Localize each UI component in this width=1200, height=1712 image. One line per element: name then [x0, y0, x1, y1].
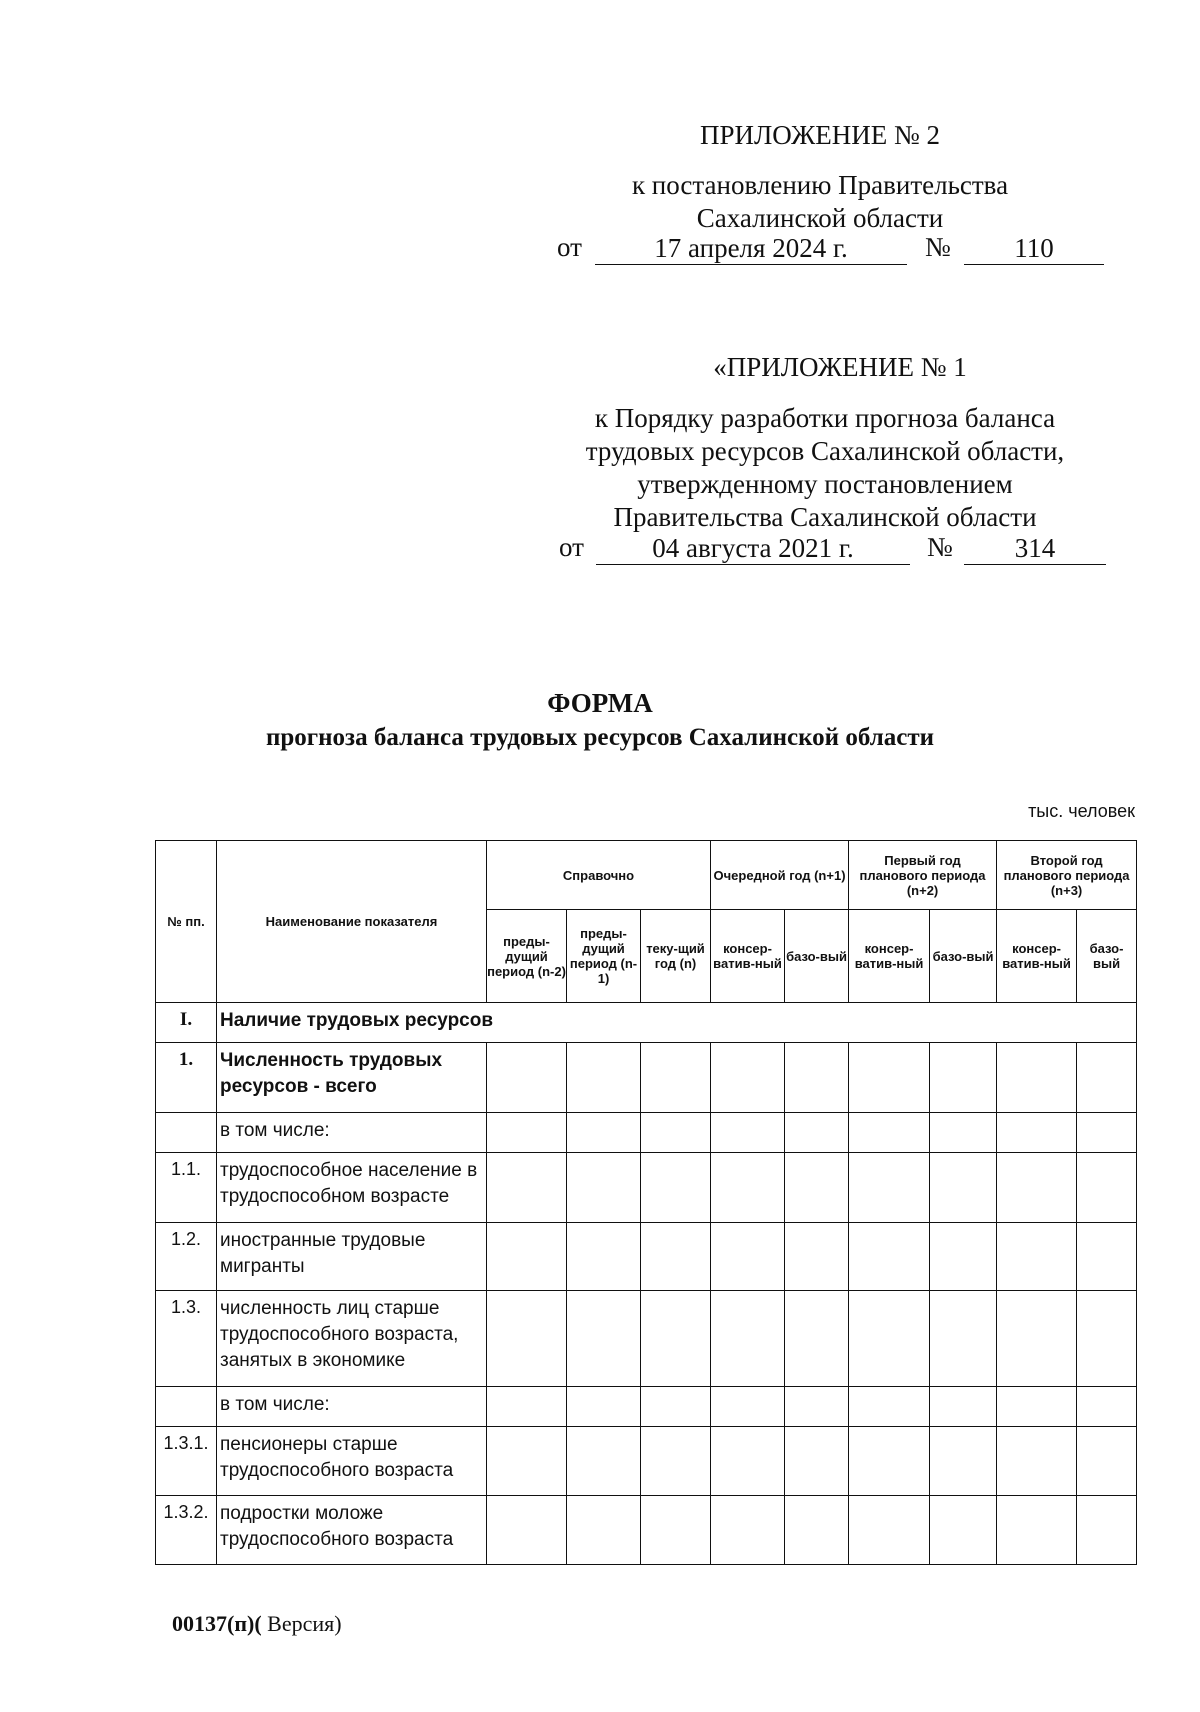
value-cell[interactable] [567, 1153, 641, 1223]
header-row-1 [156, 841, 1137, 910]
form-title: ФОРМА [547, 688, 653, 718]
header-next-year: Очередной год (n+1) [711, 841, 849, 910]
header-prev1: преды-дущий период (n-1) [567, 910, 641, 1003]
value-cell[interactable] [930, 1387, 997, 1427]
ot-label: от [559, 532, 584, 562]
row-num: 1.2. [156, 1223, 217, 1291]
number-label: № [927, 532, 953, 562]
value-cell[interactable] [567, 1113, 641, 1153]
table-row [156, 1291, 1137, 1387]
header-current: теку-щий год (n) [641, 910, 711, 1003]
header-base-2: базо-вый [930, 910, 997, 1003]
value-cell[interactable] [849, 1496, 930, 1565]
value-cell[interactable] [487, 1043, 567, 1113]
value-cell[interactable] [711, 1153, 785, 1223]
table-row [156, 1113, 1137, 1153]
value-cell[interactable] [849, 1223, 930, 1291]
value-cell[interactable] [849, 1153, 930, 1223]
value-cell[interactable] [641, 1153, 711, 1223]
row-name: численность лиц старше трудоспособного возраста, занятых в экономике [217, 1291, 487, 1387]
table-row [156, 1387, 1137, 1427]
row-name: в том числе: [217, 1113, 487, 1153]
header-conservative-3: консер-ватив-ный [997, 910, 1077, 1003]
value-cell[interactable] [930, 1291, 997, 1387]
value-cell[interactable] [567, 1223, 641, 1291]
value-cell[interactable] [711, 1387, 785, 1427]
row-name: подростки моложе трудоспособного возраста [217, 1496, 487, 1565]
appendix2-line2: Сахалинской области [696, 203, 944, 233]
value-cell[interactable] [641, 1113, 711, 1153]
value-cell[interactable] [711, 1043, 785, 1113]
value-cell[interactable] [997, 1223, 1077, 1291]
appendix1-line3: утвержденному постановлением [637, 469, 1013, 499]
value-cell[interactable] [930, 1496, 997, 1565]
value-cell[interactable] [997, 1113, 1077, 1153]
appendix2-date-row [557, 232, 1107, 266]
appendix1-line4: Правительства Сахалинской области [613, 502, 1037, 532]
value-cell[interactable] [641, 1043, 711, 1113]
value-cell[interactable] [997, 1153, 1077, 1223]
table-row [156, 1153, 1137, 1223]
value-cell[interactable] [487, 1153, 567, 1223]
value-cell[interactable] [1077, 1043, 1137, 1113]
value-cell[interactable] [641, 1496, 711, 1565]
table-row [156, 1223, 1137, 1291]
value-cell[interactable] [930, 1113, 997, 1153]
value-cell[interactable] [487, 1496, 567, 1565]
row-num: 1.3.1. [156, 1427, 217, 1496]
value-cell[interactable] [567, 1043, 641, 1113]
appendix1-title: «ПРИЛОЖЕНИЕ № 1 [713, 352, 967, 382]
document-code-number: 00137(п)( [172, 1611, 262, 1636]
value-cell[interactable] [785, 1113, 849, 1153]
value-cell[interactable] [849, 1291, 930, 1387]
value-cell[interactable] [785, 1291, 849, 1387]
header-num: № пп. [156, 841, 217, 1003]
row-num: 1.3. [156, 1291, 217, 1387]
value-cell[interactable] [1077, 1496, 1137, 1565]
appendix1-line1: к Порядку разработки прогноза баланса [594, 403, 1056, 433]
table-row [156, 1496, 1137, 1565]
header-second-plan-year: Второй год планового периода (n+3) [997, 841, 1137, 910]
value-cell[interactable] [487, 1387, 567, 1427]
appendix2-title: ПРИЛОЖЕНИЕ № 2 [699, 120, 941, 150]
document-code [172, 1611, 342, 1637]
value-cell[interactable] [997, 1387, 1077, 1427]
value-cell[interactable] [785, 1153, 849, 1223]
row-name: пенсионеры старше трудоспособного возраста [217, 1427, 487, 1496]
value-cell[interactable] [711, 1223, 785, 1291]
row-name: Численность трудовых ресурсов - всего [217, 1043, 487, 1113]
appendix1-date-row [559, 532, 1109, 566]
section-name: Наличие трудовых ресурсов [217, 1003, 1137, 1043]
value-cell[interactable] [785, 1043, 849, 1113]
value-cell[interactable] [849, 1387, 930, 1427]
value-cell[interactable] [997, 1291, 1077, 1387]
value-cell[interactable] [1077, 1113, 1137, 1153]
appendix1-number: 314 [964, 532, 1106, 565]
value-cell[interactable] [785, 1223, 849, 1291]
header-conservative-1: консер-ватив-ный [711, 910, 785, 1003]
value-cell[interactable] [641, 1223, 711, 1291]
appendix1-date: 04 августа 2021 г. [596, 532, 910, 565]
row-name: трудоспособное население в трудоспособном возрасте [217, 1153, 487, 1223]
appendix2-number: 110 [964, 232, 1104, 265]
value-cell[interactable] [567, 1496, 641, 1565]
value-cell[interactable] [849, 1113, 930, 1153]
row-num: 1. [156, 1043, 217, 1113]
header-base-3: базо-вый [1077, 910, 1137, 1003]
value-cell[interactable] [849, 1043, 930, 1113]
value-cell[interactable] [997, 1043, 1077, 1113]
unit-label: тыс. человек [1028, 801, 1135, 821]
value-cell[interactable] [487, 1427, 567, 1496]
row-name: иностранные трудовые мигранты [217, 1223, 487, 1291]
value-cell[interactable] [711, 1427, 785, 1496]
row-num: 1.1. [156, 1153, 217, 1223]
value-cell[interactable] [1077, 1223, 1137, 1291]
form-subtitle: прогноза баланса трудовых ресурсов Сахалинской области [265, 724, 935, 751]
header-name: Наименование показателя [217, 841, 487, 1003]
value-cell[interactable] [930, 1043, 997, 1113]
value-cell[interactable] [785, 1387, 849, 1427]
row-num [156, 1387, 217, 1427]
value-cell[interactable] [930, 1427, 997, 1496]
document-code-version: Версия) [261, 1611, 342, 1636]
table-row [156, 1043, 1137, 1113]
row-num: 1.3.2. [156, 1496, 217, 1565]
value-cell[interactable] [567, 1427, 641, 1496]
value-cell[interactable] [997, 1496, 1077, 1565]
value-cell[interactable] [997, 1427, 1077, 1496]
value-cell[interactable] [487, 1291, 567, 1387]
value-cell[interactable] [487, 1113, 567, 1153]
appendix1-line2: трудовых ресурсов Сахалинской области, [585, 436, 1065, 466]
section-num: I. [156, 1003, 217, 1043]
value-cell[interactable] [785, 1496, 849, 1565]
appendix2-date: 17 апреля 2024 г. [595, 232, 907, 265]
value-cell[interactable] [1077, 1291, 1137, 1387]
value-cell[interactable] [785, 1427, 849, 1496]
value-cell[interactable] [930, 1153, 997, 1223]
header-reference: Справочно [487, 841, 711, 910]
value-cell[interactable] [1077, 1427, 1137, 1496]
header-conservative-2: консер-ватив-ный [849, 910, 930, 1003]
value-cell[interactable] [641, 1291, 711, 1387]
value-cell[interactable] [930, 1223, 997, 1291]
number-label: № [925, 232, 951, 262]
row-name: в том числе: [217, 1387, 487, 1427]
value-cell[interactable] [567, 1291, 641, 1387]
value-cell[interactable] [487, 1223, 567, 1291]
forecast-table [155, 840, 1137, 1565]
ot-label: от [557, 232, 582, 262]
header-first-plan-year: Первый год планового периода (n+2) [849, 841, 997, 910]
value-cell[interactable] [711, 1113, 785, 1153]
value-cell[interactable] [641, 1427, 711, 1496]
value-cell[interactable] [849, 1427, 930, 1496]
appendix2-line1: к постановлению Правительства [631, 170, 1009, 200]
value-cell[interactable] [1077, 1153, 1137, 1223]
row-num [156, 1113, 217, 1153]
value-cell[interactable] [1077, 1387, 1137, 1427]
value-cell[interactable] [711, 1496, 785, 1565]
value-cell[interactable] [711, 1291, 785, 1387]
header-base-1: базо-вый [785, 910, 849, 1003]
table-row [156, 1427, 1137, 1496]
header-prev2: преды-дущий период (n-2) [487, 910, 567, 1003]
value-cell[interactable] [641, 1387, 711, 1427]
value-cell[interactable] [567, 1387, 641, 1427]
section-row [156, 1003, 1137, 1043]
